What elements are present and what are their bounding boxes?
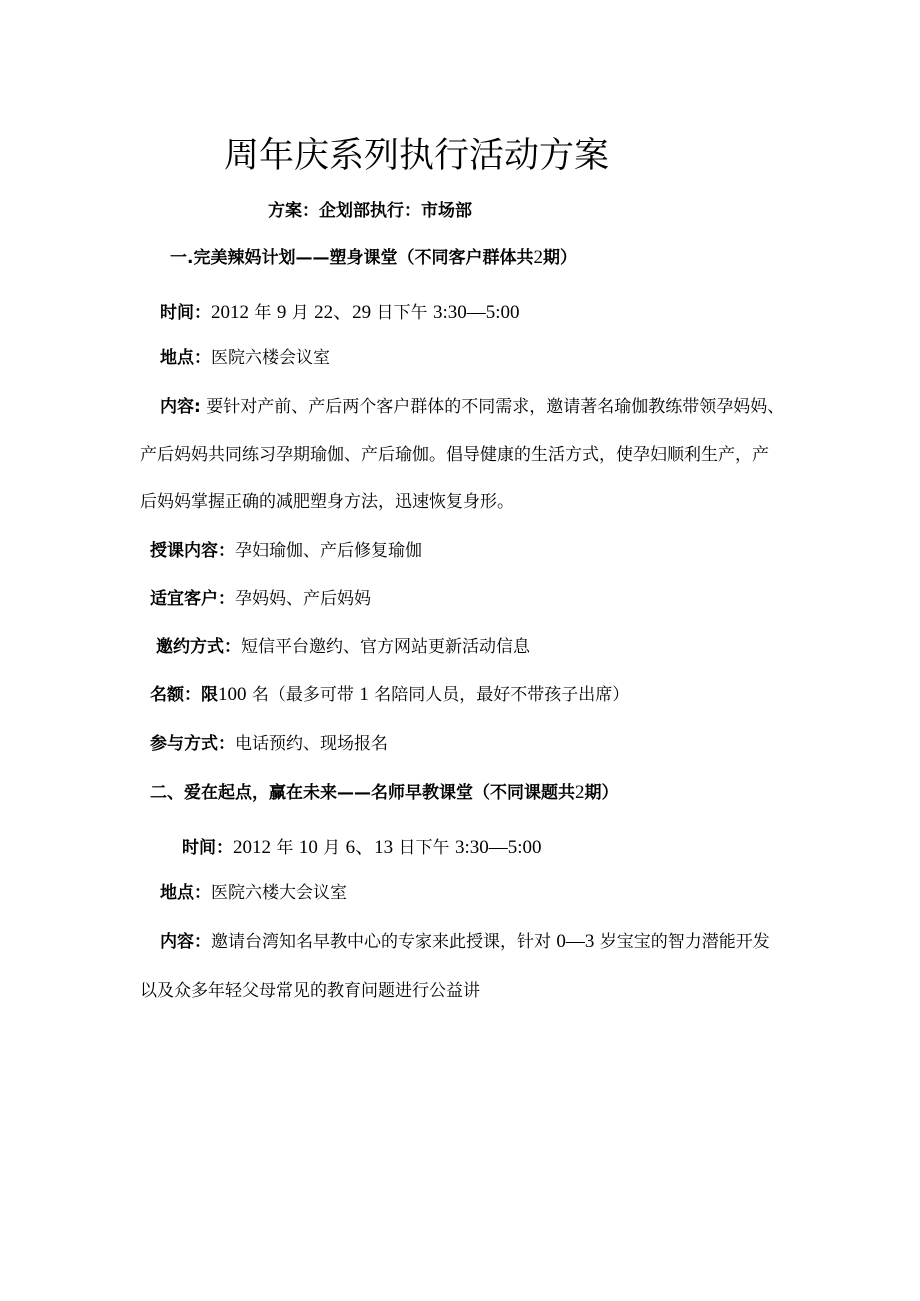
section2-time: 时间：2012 年 10 月 6、13 日下午 3:30—5:00 xyxy=(182,837,542,858)
section2-content-line2: 以及众多年轻父母常见的教育问题进行公益讲 xyxy=(140,981,480,1001)
section1-quota: 名额：限100 名（最多可带 1 名陪同人员，最好不带孩子出席） xyxy=(150,684,630,705)
section1-content-line2: 产后妈妈共同练习孕期瑜伽、产后瑜伽。倡导健康的生活方式，使孕妇顺利生产，产 xyxy=(140,445,769,465)
section1-join: 参与方式：电话预约、现场报名 xyxy=(150,734,388,754)
section2-place: 地点：医院六楼大会议室 xyxy=(160,883,347,903)
section1-customer: 适宜客户：孕妈妈、产后妈妈 xyxy=(150,589,371,609)
section2-content-line1: 内容：邀请台湾知名早教中心的专家来此授课，针对 0—3 岁宝宝的智力潜能开发 xyxy=(160,931,770,952)
document-subtitle: 方案：企划部执行：市场部 xyxy=(268,201,472,221)
document-title: 周年庆系列执行活动方案 xyxy=(224,136,610,176)
section2-heading: 二、爱在起点，赢在未来——名师早教课堂（不同课题共2期） xyxy=(150,782,619,803)
section1-time: 时间：2012 年 9 月 22、29 日下午 3:30—5:00 xyxy=(160,302,520,323)
section1-course: 授课内容：孕妇瑜伽、产后修复瑜伽 xyxy=(150,541,422,561)
section1-content-line3: 后妈妈掌握正确的减肥塑身方法，迅速恢复身形。 xyxy=(140,492,514,512)
section1-content-line1: 内容: 要针对产前、产后两个客户群体的不同需求，邀请著名瑜伽教练带领孕妈妈、 xyxy=(160,397,785,417)
section1-place: 地点：医院六楼会议室 xyxy=(160,348,330,368)
section1-heading: 一.完美辣妈计划——塑身课堂（不同客户群体共2期） xyxy=(170,247,577,268)
section1-invite: 邀约方式：短信平台邀约、官方网站更新活动信息 xyxy=(156,637,530,657)
